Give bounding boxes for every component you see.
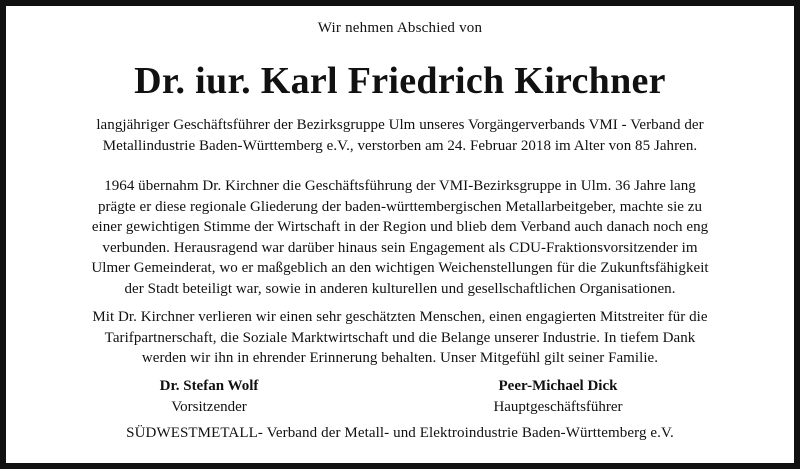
paragraph-tribute: Mit Dr. Kirchner verlieren wir einen sehr geschätzten Menschen, einen engagierten Mitstreiter für die Tarifpartnerschaft, die Soziale Marktwirtschaft und die Belange unserer Industrie. In tiefem Dank werden wir ihn in ehrender Erinnerung behalten. Unser Mitgefühl gilt seiner Familie. — [92, 309, 708, 367]
paragraph-career: 1964 übernahm Dr. Kirchner die Geschäftsführung der VMI-Bezirksgruppe in Ulm. 36 Jahre lang prägte er diese regionale Gliederung der baden-württembergischen Metallarbeitgeber, machte sie zu einer gewichtigen Stimme der Wirtschaft in der Region und blieb dem Verband auch danach noch eng verbunden. Herausragend war darüber hinaus sein Engagement als CDU-Fraktionsvorsitzender im Ulmer Gemeinderat, wo er maßgeblich an den wichtigen Weichenstellungen für die Zukunftsfähigkeit der Stadt beteiligt war, sowie in anderen kulturellen und gesellschaftlichen Organisationen. — [91, 178, 709, 297]
signatory-role: Vorsitzender — [171, 399, 247, 415]
paragraph-role-and-death: langjähriger Geschäftsführer der Bezirksgruppe Ulm unseres Vorgängerverbands VMI - Verband der Metallindustrie Baden-Württemberg e.V., verstorben am 24. Februar 2018 im Alter von 85 Jahren. — [96, 117, 704, 154]
intro-line: Wir nehmen Abschied von — [317, 20, 483, 36]
signatory-role: Hauptgeschäftsführer — [493, 399, 623, 415]
signatory-left — [99, 376, 319, 418]
signatory-right — [448, 376, 668, 418]
signatory-name: Peer-Michael Dick — [498, 378, 618, 394]
signatory-name: Dr. Stefan Wolf — [159, 378, 259, 394]
organization-footer: SÜDWESTMETALL- Verband der Metall- und Elektroindustrie Baden-Württemberg e.V. — [126, 425, 674, 441]
deceased-name: Dr. iur. Karl Friedrich Kirchner — [134, 60, 666, 102]
